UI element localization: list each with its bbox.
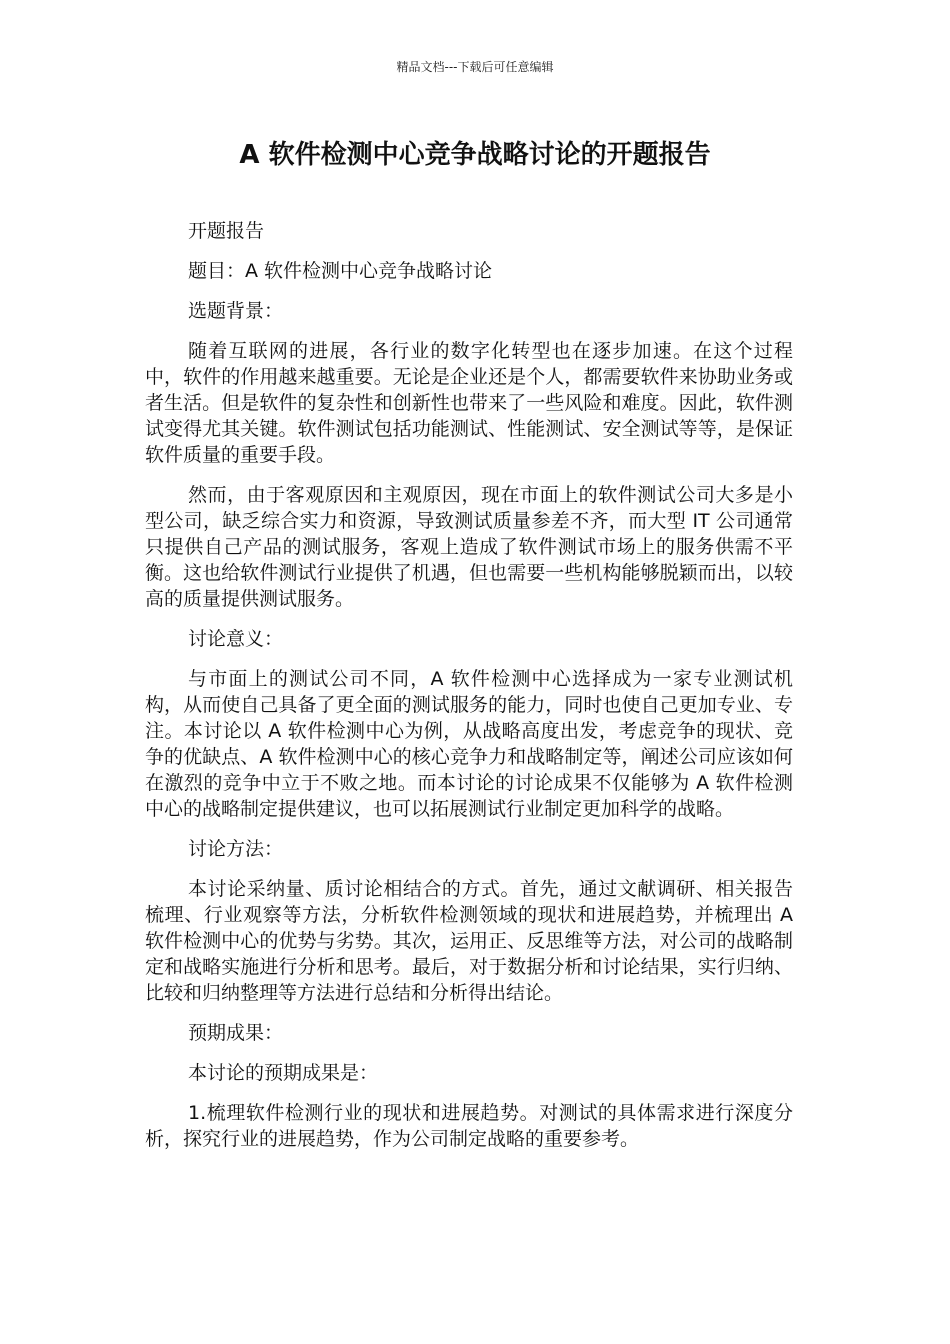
results-item-1: 1.梳理软件检测行业的现状和进展趋势。对测试的具体需求进行深度分析，探究行业的进展趋势，作为公司制定战略的重要参考。 [145,1102,793,1150]
background-heading: 选题背景： [188,300,284,322]
background-paragraph-2: 然而，由于客观原因和主观原因，现在市面上的软件测试公司大多是小型公司，缺乏综合实力和资源，导致测试质量参差不齐，而大型 IT 公司通常只提供自己产品的测试服务，客观上造成了软件测试市场上的服务供需不平衡。这也给软件测试行业提供了机遇，但也需要一些机构能够脱颖而出，以较高的质量提供测试服务。 [145,484,793,610]
document-title: A 软件检测中心竞争战略讨论的开题报告 [239,140,711,170]
report-label: 开题报告 [188,220,265,242]
results-intro: 本讨论的预期成果是： [188,1062,379,1084]
topic-line: 题目：A 软件检测中心竞争战略讨论 [188,260,493,282]
significance-heading: 讨论意义： [188,628,284,650]
results-heading: 预期成果： [188,1022,284,1044]
header-note: 精品文档---下载后可任意编辑 [396,60,554,74]
background-paragraph-1: 随着互联网的进展，各行业的数字化转型也在逐步加速。在这个过程中，软件的作用越来越重要。无论是企业还是个人，都需要软件来协助业务或者生活。但是软件的复杂性和创新性也带来了一些风险和难度。因此，软件测试变得尤其关键。软件测试包括功能测试、性能测试、安全测试等等，是保证软件质量的重要手段。 [145,340,793,466]
significance-paragraph: 与市面上的测试公司不同，A 软件检测中心选择成为一家专业测试机构，从而使自己具备了更全面的测试服务的能力，同时也使自己更加专业、专注。本讨论以 A 软件检测中心为例，从战略高度出发，考虑竞争的现状、竞争的优缺点、A 软件检测中心的核心竞争力和战略制定等，阐述公司应该如何在激烈的竞争中立于不败之地。而本讨论的讨论成果不仅能够为 A 软件检测中心的战略制定提供建议，也可以拓展测试行业制定更加科学的战略。 [145,668,793,820]
method-paragraph: 本讨论采纳量、质讨论相结合的方式。首先，通过文献调研、相关报告梳理、行业观察等方法，分析软件检测领域的现状和进展趋势，并梳理出 A 软件检测中心的优势与劣势。其次，运用正、反思维等方法，对公司的战略制定和战略实施进行分析和思考。最后，对于数据分析和讨论结果，实行归纳、比较和归纳整理等方法进行总结和分析得出结论。 [145,878,793,1004]
document-body [145,218,793,1166]
method-heading: 讨论方法： [188,838,284,860]
